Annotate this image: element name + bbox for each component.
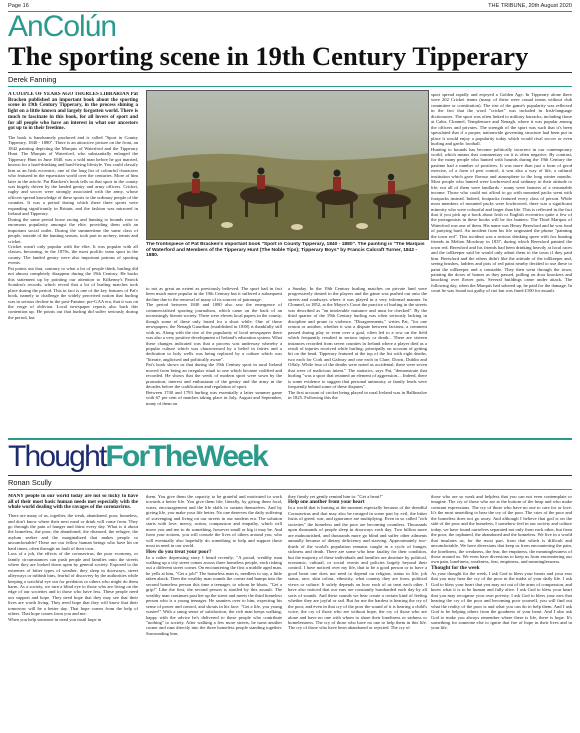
article-paragraph: a Sunday. In the 19th Century hurling matches on private land were progressively denied to the players and the game was pushed out onto the streets and roadways where it was played in a very informal manner. In Clonmel, in 1852, at the Mayor's Court the practice of hurling in the streets was described as "an intolerable nuisance and must be checked". By the third quarter of the 19th Century hurling was often seriously lacking in discipline and prone to violence. "Disagreements," writes Pat, "for one reason or another, whether it was a dispute between factions, a comment passed during play or even over a goal, often led to a row on the field which frequently resulted in serious injury or death... There are sixteen instances recorded from seven counties in Ireland where a player died as a result of injuries received while hurling. principally on account of getting hit on the head. Tipperary featured at the top of the list with eight deaths, two each for Cork and Galway and one each in Clare, Down, Dublin and Offaly. While four of the deaths were noted as accidental, there were seven that were of malicious intent." The statistics, says Pat, "demonstrate that hurling "was a sport that retained an element of aggression.... Indeed, there is some evidence to suggest that personal animosity or family feuds were frequently behind some of these disputes".	[288, 286, 427, 390]
title-part-fortheweek: ForTheWeek	[105, 440, 267, 473]
article-paragraph: The period between 1840 and 1880 also saw the emergence of commercialised sporting journalism, which came on the back of an increasingly literate society. There were eleven local papers in the county, though some of these only lasted for a short while. One of those newspapers, the Nenagh Guardian (established in 1838) is thankfully still with us. Along with the rise of the popularity of local newspapers there was also a very positive development of Ireland's education system. What these changes indicated was that a process was underway whereby a popular culture which was characterised by a belief in fairies and a dedication to holy wells was being replaced by a culture which was "literate, anglicised and politically aware".	[146, 302, 282, 362]
tftw-byline-rule	[8, 489, 572, 490]
tftw-column-1	[8, 494, 138, 729]
article-headline: The sporting scene in 19th Century Tipperary	[8, 41, 529, 71]
tftw-paragraph: Loss of a job, the effects of the coronavirus, the poor economy, or family circumstances can push people and families onto the streets where they are looked down upon by general society. Exposed to the extremes of bitter types of weather, they sleep in doorways, street alleyways or rubbish bins, fearful of discovery by the authorities while keeping a watchful eye out for predators or others who might do them harm. As a society, we turn a blind eye to those who are living on the edge of our societies and to those who have less. These people need our support and hope. They need hope that they may see that their lives are worth living. They need hope that they will know that their tomorrow will be a better day. That hope comes from the help of others. That hope comes from you and me.	[8, 551, 138, 617]
page-number: Page 16	[8, 3, 29, 9]
tftw-paragraph: them. You give them the capacity to be grateful and motivated to work towards a better life. You give them life, literally, by giving them food, water, encouragement and the life skills to sustain themselves. And by giving life, you make your life better. No one deserves the daily suffering of scavenging and living on our streets in our modern era. The solution starts with love, mercy, action, compassion and empathy, which will move you and me to do something, however small or big it may be. And from your actions, you will console the lives of others around you, who will eventually also hopefully do something to help and support those most in need in our world.	[146, 494, 282, 549]
tftw-paragraph: those who are so weak and helpless that you can not even contemplate or imagine. The cry of those who are at the bottom of the heap and who make constant expressions. The cry of those who have no one to care for or love. It's the most unsettling to hear the cry of the poor. The cries of the poor and the homeless does not go away. And although I believe that god is on the side of the poor and the homeless, I somehow feel in our society and culture today, we have found ourselves separated not only from each other, but from the poor, the orphaned, the abandoned and the homeless. We live in a world that insulates us, for the most part, from that which is difficult and uncomfortable. We have diversions that keep us from encountering the pain, the loneliness, the weakness, the fear, the emptiness, the meaninglessness of those around us. We even have diversions to keep us from encountering our own pain, loneliness, weakness, fear, emptiness, and meaninglessness.	[431, 494, 572, 565]
tftw-column-2	[146, 494, 282, 729]
tftw-column-4	[431, 494, 572, 729]
article-lede: A COUPLE OF YEARS AGO THURLES LIBRARIAN Pat Bracken published an important book about the sporting scene in 19th Century Tipperary, in the process shining a light on a little known and largely forgotten world. There is much to fascinate in this book, for all lovers of sport and for all people who have an interest in what our ancestors got up to in their freetime.	[8, 92, 138, 132]
article-paragraph: sport spread rapidly and enjoyed a Golden Age. In Tipperary alone there were 202 Cricket teams (many of these were casual teams without club committee or constitution). The rise of the game's popularity was reflected in the fact that the word "cricket" was included in Irish-language dictionaries. The sport was often linked to military barracks, including those at Cahir, Clonmel, Templemore and Nenagh, where it was popular among the officers and privates. The strength of the sport was such that it's been speculated that if a proper, nationwide governing structure had been put in place it would enjoy a popularity today which would rival soccer or even hurling and gaelic football.	[431, 92, 572, 147]
tftw-subheading: How do you treat your poor?	[146, 548, 212, 555]
tftw-subheading: Thought for the week	[431, 564, 480, 571]
tftw-subheading: Help one another from your heart	[288, 499, 365, 506]
article-column-1	[8, 92, 138, 435]
image-caption: The frontispiece of Pat Bracken's important book "Sport in County Tipperary, 1840 - 1880". The painting is "The Marquis of Waterford and Members of the Tipperary Hunt (The Noble Tips); Tipperary Boys" by Francis Calcraft Turner, 1842 - 1880.	[146, 242, 425, 259]
paper-date: THE TRIBUNE, 20th August 2020	[488, 3, 572, 9]
article-paragraph: Between 1740 and 1793 hurling was essentially a latter summer game with 67 per cent of matches taking place in July, August and September, many of them on	[146, 389, 282, 406]
article-byline: Derek Fanning	[8, 75, 57, 84]
headline-rule	[8, 72, 572, 73]
tftw-byline: Ronan Scully	[8, 478, 52, 487]
tftw-paragraph: they firmly yet gently remind him to: "Get a heart!"	[288, 494, 383, 499]
article-column-3	[288, 286, 427, 435]
tftw-lede: MANY people in our world today are not so lucky to have all of their most basic human needs met especially with the whole world dealing with the ravages of the coronavirus.	[8, 494, 138, 511]
tftw-paragraph: In a world that is hurting at the moment especially because of the dreadful Coronavirus and that may also be ravaged in some part by evil, the bitter fruits of greed, war, and ignorance are multiplying. Even in so called "rich societies" the homeless and the poor are becoming countless. Thousands upon thousands of people sleep in doorways each day. Two billion more are malnourished, and thousands more go blind and suffer other ailments annually because of dietary deficiency and starving. Approximately two-thirds of the world's population remains caught in a cycle of hunger, sickness and death. There are some who hear fatality for their condition, but the majority of these individuals and families are destitute by political, economic, cultural, or social events and policies largely beyond their control. I have noticed over my life, that to be a good person or to have a good heart one does not need to depend on religion, status in life, job status, race, skin colour, ethnicity, what country they are from, political views or culture. It solely depends on how each of us treat each other. I have also noticed that our ears are constantly bombarded each day by all sorts of sounds. And these sounds we hear create a certain kind of feeling whether they are joyful or sad. But for me the hardest is hearing the cry of the poor, and even in that cry of the poor the sound of it is hearing a child's voice, the cry of those who are without hope, the cry of those who are alone and have no one with whom to share their loneliness or sadness or homelessness. The cry of those who have no one to help them in this life. The cry of those who have been abandoned or rejected. The cry of	[288, 505, 427, 631]
section-title: AnColún	[8, 10, 117, 43]
hunt-painting-icon	[147, 91, 429, 240]
thought-for-the-week-title	[8, 442, 267, 472]
article-paragraph: During the same period horse racing and hunting to hounds rose to enormous popularity amongst the elite, providing them with an important social outlet. During the summertime the same class of people, outside of the hunting season, took part in archery, tennis and cricket.	[8, 216, 138, 244]
painting-image	[146, 90, 429, 240]
article-paragraph: Hunting to hounds has become politically incorrect in our contemporary world, which means that commentary on it is often negative. By contrast, for the many people who hunted with hounds during the 19th Century the pastime had a number of positives. It was more than just a form of good exercise, of a form of pest control, it was also a way of life, a cultural institution which gave flavour and atmosphere to the long winter months. Most people who hunted were lowbrowed and ordinary in their attitude to life; not all of them were landlords - many were farmers of a reasonable income. Those who could not afford to go with mounted packs went with footpacks instead. Indeed, footpacks featured every class of person. While most members of mounted packs were lowbrowed, there was a significant minority who were colourful and larger than life. This is reflected in the fact that if you pick up a book about Irish or English eccentrics quite a few of the protagonists in these books will be fox hunters. The Third Marquis of Waterford was one of them. His name was Henry Beresford and he was fond of partying hard. An incident from his life originated the phrase "painting the town red". This incident was a serious drinking spree with fox hunting friends in Melton Mowbray in 1837, during which Beresford painted the town red. Beresford and his friends had been drinking heavily at local races and the tollkeeper said he would only admit them to the town if they paid him. Beresford and the others didn't like the attitude of the tollkeeper and, seeing brushes, ladders and pots of red paint nearby decided to use these to paint the tollkeeper and a constable. They then went through the town, painting the doors of homes as they passed, pulling on door knockers and knocking over flower pots. Several buildings came under attack. The following day, when the Marquis had sobered up, he paid for the damage. In court he was found not guilty of riot but was fined £100 for assault.	[431, 146, 572, 294]
tftw-column-3	[288, 494, 427, 729]
tftw-rule	[8, 475, 572, 476]
article-paragraph: Pat's book shows us that during the 19th Century sport in rural Ireland moved from being an irregular ritual to one which became codified and recorded. He shows that the seeds of modern sport were sown by the promotion, interest and enthusiasm of the gentry and the army in the decades before the codification and regulation of sport.	[146, 362, 282, 390]
article-paragraph: Cricket wasn't only popular with the elite. It was popular with all classes, becoming, in the 1870s, the most prolific team sport in the county. The landed gentry were also important patrons of sporting events.	[8, 243, 138, 266]
article-paragraph: to not as great an extent as previously believed. The sport had in fact been much more popular in the 19th Century but it suffered a subsequent decline due to the removal of many of its sources of patronage.	[146, 286, 282, 302]
tftw-paragraph: As your thought for the week, I ask God to bless your hearts and your ears that you may hear the cry of the poor in the midst of your daily life. I ask God to bless your heart that you may act out of the arms of compassion, and know what it is to be human and fully alive. I ask God to bless your heart that you may recognise your own poverty. I ask God to bless your ears that hearing the cry of the poor and becoming poor yourself, you will find out what the reality of the poor is and what you can do to help them. And I ask God to be helping others from the goodness of your heart. And I also ask God to make you always remember where there is life, there is hope. It's something for someone else to ignite that fire of hope in their lives and in your life.	[431, 570, 572, 631]
article-paragraph: Pat points out that, contrary to what a lot of people think, hurling did not almost completely disappear during the 19th Century. He backs this statement up by pointing our attention to Kilkenny's Patrick Scanlon's records, which reveal that a lot of hurling matches took place during the period. This in fact is one of the key features of Pat's book, namely to challenge the widely perceived notion that hurling was in serious decline in the post-Famine, pre-GAA era, that it was on the verge of oblivion. Local newspaper reports also back this contention up. He points out that hurling did suffer seriously during the period, but	[8, 265, 138, 320]
article-paragraph: The book is handsomely produced and is called "Sport in County Tipperary, 1840 - 1880". There is an attractive picture on the front, an 1842 painting depicting the Marquis of Waterford and the Tipperary Hunt. The Marquis of Waterford, who substantially enlarged the Tipperary Hunt in June 1840, was a wild man before he got married, known for a hard-drinking and hard-living lifestyle. You could classify him as an Irish eccentric, one of the long list of colourful characters who featured in the equestrian world over the centuries. More of him later in the article. Pat Bracken's book tells us that sport in the county was hugely driven by the landed gentry and army officers. Cricket, rugby and soccer were strongly associated with the army, whose officers spread knowledge of these sports to the ordinary people of the counties. It was a period during which these three sports were expanding significantly in Britain, and the fashion was mirrored in Ireland and Tipperary.	[8, 134, 138, 217]
tftw-paragraph: In a rather depressing story I heard recently; "A proud, wealthy man walking up a city street comes across three homeless people, each risking out a different street corner. On encountering the first a middle aged man, he yells at him, "Get a job!" The homeless man is, needless to say, a little taken aback. Then the wealthy man rounds the corner and bumps into the second homeless person this time a teenager, to whom he blurts, "Get a grip!" Like the first, the second person is startled by this assault. The wealthy man continues past her up the street and meets the third homeless person who is a young teenager. He saunters over to him, expecting his sense of power and control, and shouts in his face: "Get a life, you young waster!" With a smug sense of satisfaction, the rich man keeps walking, happy with the advice he's delivered to these people who contribute "nothing" to society. After walking a few more streets, he turns another corner and runs directly into the three homeless people standing together. Surrounding him,	[146, 554, 282, 636]
article-paragraph: The first account of cricket being played in rural Ireland was in Ballinasloe in 1825. Following this the	[288, 389, 427, 401]
tftw-paragraph: When you help someone in need you instil hope in	[8, 616, 102, 622]
article-column-2	[146, 286, 282, 435]
article-column-4	[431, 92, 572, 435]
byline-rule	[8, 86, 572, 87]
title-part-thought: Thought	[8, 440, 106, 473]
tftw-paragraph: There are many of us, together, the weak, abandoned, poor, homeless, and don't know where their next meal or drink will come from. They go through the pain of hunger and thirst every day. What is it about the homeless, the poor, the abandoned, the diseased, the refugee, the asylum seeker and the marginalized that makes people so uncomfortable? These are our fellow human beings who have hit on hard times, often through no fault of their own.	[8, 513, 138, 551]
